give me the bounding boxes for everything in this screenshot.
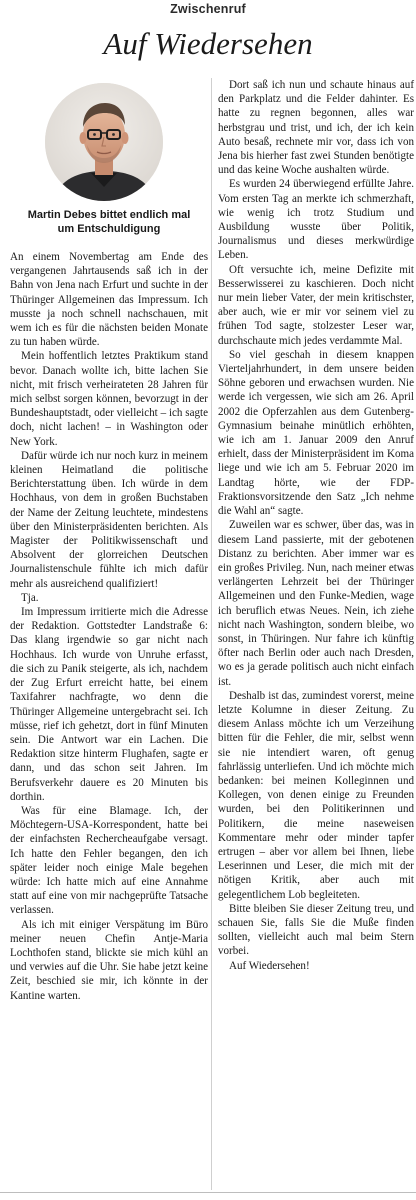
caption-line-1: Martin Debes bittet endlich mal: [27, 209, 191, 221]
paragraph: Dort saß ich nun und schaute hinaus auf den Parkplatz und die Felder dahinter. Es hatte zu regnen begonnen, alles war herbstgrau und trist, und ich, der ich kein Auto besaß, rechnete mir vor, dass ich von Jena bis hierher fast zwei Stunden benötigte und das keine Woche aushalten würde.: [218, 79, 414, 177]
paragraph: Auf Wiedersehen!: [229, 959, 310, 972]
author-portrait: [45, 83, 163, 201]
paragraph: Was für eine Blamage. Ich, der Möchtegern-USA-Korrespondent, hatte bei der einfachsten Rechercheaufgabe versagt. Ich hatte den Fehler begangen, den ich später leider noch einige Male begehen würde: Ich hatte mich auf eine Annahme statt auf eine von mir nachgeprüfte Tatsache verlassen.: [10, 804, 208, 917]
column-divider: [211, 78, 212, 1190]
column-left: [10, 250, 208, 1003]
paragraph: Zuweilen war es schwer, über das, was in diesem Land passierte, mit der gebotenen Distanz zu berichten. Aber immer war es ein großes Privileg. Nun, nach meiner etwas verlängerten Lehrzeit bei der Thüringer Allgemeinen und den Funke-Medien, wage ich beruflich etwas Neues. Nein, ich ziehe nicht nach Washington, sondern bleibe, wo sonst, in Thüringen. Nur fahre ich künftig öfter nach Berlin oder auch nach Dresden, wo es ja gerade politisch auch nicht einfach ist.: [218, 519, 414, 688]
rubric: Zwischenruf: [170, 2, 246, 16]
paragraph: Es wurden 24 überwiegend erfüllte Jahre. Vom ersten Tag an merkte ich schmerzhaft, wie wenig ich trotz Studium und Ausbildung wusste über Politik, Journalismus und dieses merkwürdige Leben.: [218, 178, 414, 262]
column-right: [218, 78, 414, 973]
paragraph: Oft versuchte ich, meine Defizite mit Besserwisserei zu kaschieren. Doch nicht nur mein lieber Vater, der mein kritischster, aber auch, wie er mir vor seinem viel zu frühen Tod sagte, stolzester Leser war, durchschaute mich jedes verdammte Mal.: [218, 263, 414, 347]
paragraph: Tja.: [21, 591, 39, 604]
paragraph: Als ich mit einiger Verspätung im Büro meiner neuen Chefin Antje-Maria Lochthofen stand, blickte sie mich kühl an und verwies auf die Uhr. Sie habe jetzt keine Zeit, beschied sie mir, ich könnte in der Kantine warten.: [10, 918, 208, 1002]
paragraph: Bitte bleiben Sie dieser Zeitung treu, und schauen Sie, falls Sie die Muße finden sollten, vielleicht auch mal beim Stern vorbei.: [218, 902, 414, 958]
paragraph: Im Impressum irritierte mich die Adresse der Redaktion. Gottstedter Landstraße 6: Das klang irgendwie so gar nicht nach Hochhaus. Ich wurde von Unruhe erfasst, die sich zu Panik steigerte, als ich, nachdem der Zug Erfurt erreicht hatte, bei einem Taxifahrer nachfragte, wo denn die Thüringer Allgemeine untergebracht sei. Ich müsse, rief ich gehetzt, dort in fünf Minuten sein. Die Antwort war ein Lachen. Die Redaktion sitze hinterm Flughafen, sagte er dann, und das schon seit Jahren. Im Berufsverkehr dauere es 20 Minuten bis dorthin.: [10, 606, 208, 803]
paragraph: So viel geschah in diesem knappen Vierteljahrhundert, in dem unsere beiden Söhne geboren und erwachsen wurden. Nie werde ich vergessen, wie sich am 26. April 2002 die Opferzahlen aus dem Gutenberg-Gymnasium beinahe minütlich erhöhten, wie ich am 1. Januar 2009 den Anruf erhielt, dass der Ministerpräsident im Koma liege und wie ich am 5. Februar 2020 im Landtag hörte, wie der FDP-Fraktionsvorsitzende den Satz „Ich nehme die Wahl an“ sagte.: [218, 348, 414, 518]
bottom-rule: [0, 1192, 416, 1193]
headline: Auf Wiedersehen: [103, 26, 313, 61]
author-caption: [10, 208, 208, 236]
paragraph: Mein hoffentlich letztes Praktikum stand bevor. Danach wollte ich, bitte lachen Sie nicht, mit frisch verheirateten 28 Jahren für mich selbst sorgen können, bevorzugt in der Bundeshauptstadt, oder vielleicht – ich sagte doch, nicht lachen! – in Washington oder New York.: [10, 350, 208, 448]
paragraph: An einem Novembertag am Ende des vergangenen Jahrtausends saß ich in der Bahn von Jena nach Erfurt und suchte in der Thüringer Allgemeinen das Impressum. Ich musste ja noch schnell nachschauen, mit wem ich es für die nächsten beiden Monate zu tun haben würde.: [10, 251, 208, 349]
paragraph: Dafür würde ich nur noch kurz in meinem kleinen Heimatland die politische Berichterstattung üben. Ich würde in dem Hochhaus, von dem in großen Buchstaben der Name der Zeitung leuchtete, mindestens über den Ministerpräsidenten berichten. Als Magister der Politikwissenschaft und Absolvent der glorreichen Deutschen Journalistenschule fühlte ich mich dafür mehr als ausreichend qualifiziert!: [10, 449, 208, 590]
caption-line-2: um Entschuldigung: [57, 223, 161, 235]
paragraph: Deshalb ist das, zumindest vorerst, meine letzte Kolumne in dieser Zeitung. Zu diesem Anlass möchte ich um Verzeihung bitten für die Fehler, die mir, selbst wenn sie nie intendiert waren, oft genug fahrlässig unterliefen. Und ich möchte mich bedanken: bei meinen Kolleginnen und Kollegen, von denen einige zu Freunden wurden, bei den Politikerinnen und Politikern, die meine naseweisen Kommentare mehr oder minder tapfer ertrugen – aber vor allem bei Ihnen, liebe Leserinnen und Leser, die mich mit der nötigen Kritik, aber auch mit gelegentlichem Lob begleiteten.: [218, 689, 414, 901]
